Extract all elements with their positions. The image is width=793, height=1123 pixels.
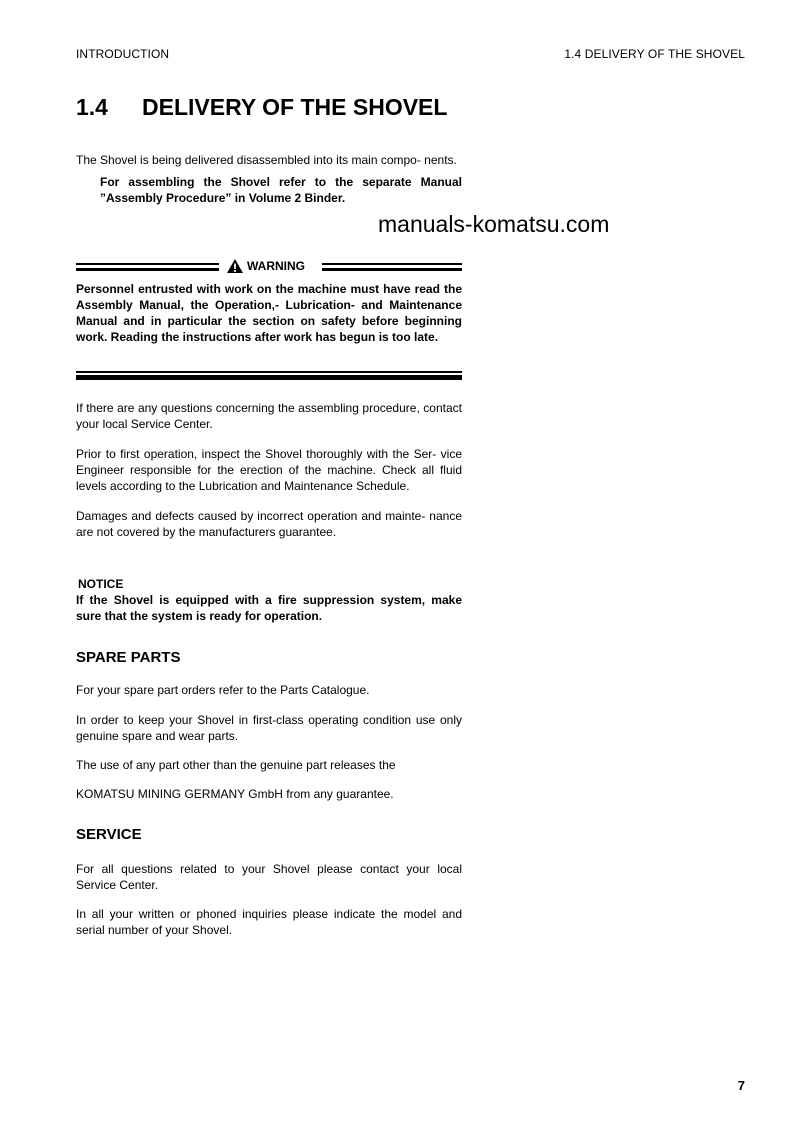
service-paragraph-2: In all your written or phoned inquiries please indicate the model and serial number of your Shovel. <box>76 907 462 937</box>
spare-parts-paragraph-4: KOMATSU MINING GERMANY GmbH from any guarantee. <box>76 787 394 801</box>
warning-end-rule <box>76 371 462 381</box>
spare-parts-paragraph-3: The use of any part other than the genuine part releases the <box>76 758 396 772</box>
running-header-section: INTRODUCTION <box>76 47 170 61</box>
page-title <box>76 94 447 121</box>
warning-bar <box>76 258 462 272</box>
section-number: 1.4 <box>76 94 108 120</box>
service-paragraph-1: For all questions related to your Shovel please contact your local Service Center. <box>76 862 462 892</box>
intro-paragraph: The Shovel is being delivered disassembled into its main compo- nents. <box>76 153 457 167</box>
notice-block <box>76 576 462 624</box>
warning-text: Personnel entrusted with work on the machine must have read the Assembly Manual, the Operation,- Lubrication- and Maintenance Manual and in particular the section on safety before beginning work. Reading the instructions after work has begun is too late. <box>76 282 462 344</box>
intro-block <box>76 152 462 206</box>
assembly-reference: For assembling the Shovel refer to the separate Manual ”Assembly Procedure” in Volume 2 Binder. <box>100 175 462 205</box>
spare-parts-paragraph-2: In order to keep your Shovel in first-class operating condition use only genuine spare and wear parts. <box>76 713 462 743</box>
warning-body <box>76 281 462 345</box>
spare-parts-heading: SPARE PARTS <box>76 649 181 666</box>
notice-label: NOTICE <box>78 577 124 591</box>
inspection-paragraph: Prior to first operation, inspect the Shovel thoroughly with the Ser- vice Engineer responsible for the erection of the machine. Check all fluid levels according to the Lubrication and Maintenance Schedule. <box>76 447 462 493</box>
body-block <box>76 400 462 540</box>
watermark-text: manuals-komatsu.com <box>378 211 610 237</box>
notice-text: If the Shovel is equipped with a fire suppression system, make sure that the system is ready for operation. <box>76 593 462 623</box>
warning-rule-left <box>76 263 219 271</box>
questions-paragraph: If there are any questions concerning the assembling procedure, contact your local Service Center. <box>76 401 462 431</box>
guarantee-paragraph: Damages and defects caused by incorrect operation and mainte- nance are not covered by the manufacturers guarantee. <box>76 509 462 539</box>
spare-parts-paragraph-1: For your spare part orders refer to the Parts Catalogue. <box>76 683 370 697</box>
warning-label <box>226 258 305 274</box>
service-heading: SERVICE <box>76 826 142 843</box>
warning-rule-right <box>322 263 462 271</box>
warning-label-text: WARNING <box>247 259 305 273</box>
spare-parts-block <box>76 682 462 802</box>
warning-triangle-icon <box>226 258 244 274</box>
section-title: DELIVERY OF THE SHOVEL <box>142 94 448 120</box>
running-header-chapter: 1.4 DELIVERY OF THE SHOVEL <box>564 47 745 61</box>
service-block <box>76 861 462 938</box>
page-number: 7 <box>737 1078 745 1093</box>
